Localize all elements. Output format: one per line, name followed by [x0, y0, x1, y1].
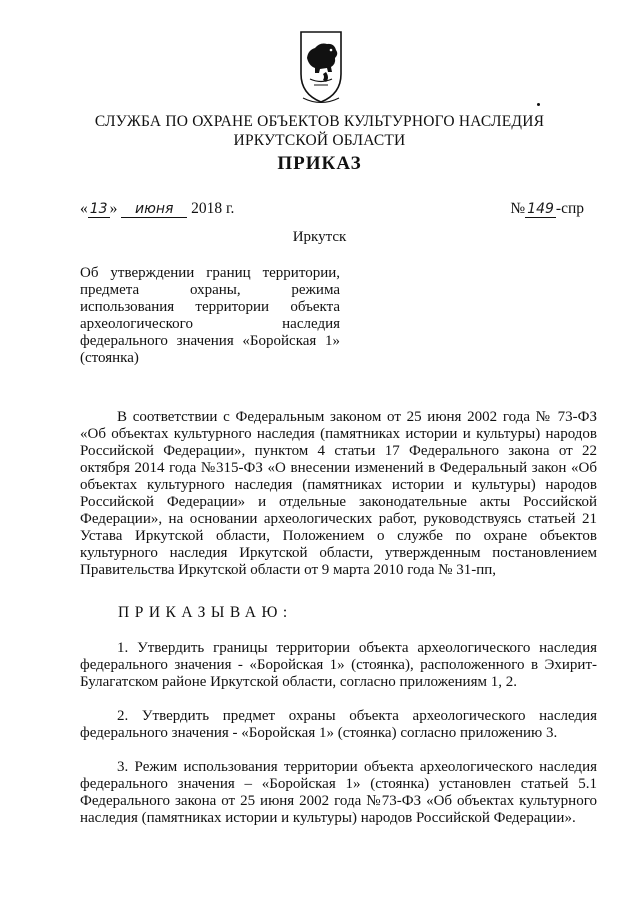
preamble-line: Федерации», на основании археологических работ, руководствуясь статьей 21 — [80, 511, 597, 527]
item-line: Федерального закона от 25 июня 2002 года №73-ФЗ «Об объектах культурного — [80, 793, 597, 809]
preamble-line: «Об объектах культурного наследия (памятниках истории и культуры) народов — [80, 426, 597, 442]
item-line: 1. Утвердить границы территории объекта археологического наследия — [117, 640, 597, 656]
item-line: федерального значения – «Боройская 1» (стоянка) установлен статьей 5.1 — [80, 776, 597, 792]
preamble-line: культурного наследия Иркутской области, утвержденным постановлением — [80, 545, 597, 561]
subject-line: использования территории объекта — [80, 299, 340, 315]
date-month: июня — [121, 202, 187, 218]
item-3 — [80, 759, 597, 827]
preamble-line: объектах культурного наследия (памятниках истории и культуры) народов — [80, 477, 597, 493]
number-prefix: № — [510, 200, 526, 217]
item-1 — [80, 640, 597, 691]
agency-name-line-1: СЛУЖБА ПО ОХРАНЕ ОБЪЕКТОВ КУЛЬТУРНОГО НАСЛЕДИЯ — [94, 113, 545, 130]
preamble-line: Российской Федерации» и отдельные законодательные акты Российской — [80, 494, 597, 510]
preamble-line: октября 2014 года №315-ФЗ «О внесении изменений в Федеральный закон «Об — [80, 460, 597, 476]
preamble-line: В соответствии с Федеральным законом от 25 июня 2002 года № 73-ФЗ — [117, 409, 597, 425]
order-subject — [80, 265, 340, 367]
preamble-paragraph — [80, 409, 597, 579]
date-number-row — [80, 200, 584, 220]
subject-line: федерального значения «Боройская 1» — [80, 333, 340, 349]
subject-line: археологического наследия — [80, 316, 340, 332]
order-date — [80, 200, 234, 218]
decorative-dot — [537, 103, 540, 106]
item-line: Булагатском районе Иркутской области, согласно приложениям 1, 2. — [80, 674, 517, 690]
subject-line: (стоянка) — [80, 350, 139, 366]
item-2 — [80, 708, 597, 742]
coat-of-arms-emblem — [296, 28, 346, 106]
order-number — [510, 200, 584, 218]
preamble-line: Устава Иркутской области, Положением о службе по охране объектов — [80, 528, 597, 544]
document-title: ПРИКАЗ — [277, 153, 362, 174]
item-line: 3. Режим использования территории объекта археологического наследия — [117, 759, 597, 775]
date-day: 13 — [89, 201, 108, 217]
preamble-line: Правительства Иркутской области от 9 марта 2010 года № 31-пп, — [80, 562, 496, 578]
item-line: 2. Утвердить предмет охраны объекта археологического наследия — [117, 708, 597, 724]
subject-line: Об утверждении границ территории, — [80, 265, 340, 281]
order-directive-word: ПРИКАЗЫВАЮ: — [118, 604, 293, 621]
preamble-line: Российской Федерации», пунктом 4 статьи 17 Федерального закона от 22 — [80, 443, 597, 459]
city: Иркутск — [292, 229, 347, 245]
subject-line: предмета охраны, режима — [80, 282, 340, 298]
date-close-quote: » — [109, 200, 118, 217]
item-line: федерального значения - «Боройская 1» (стоянка), расположенного в Эхирит- — [80, 657, 597, 673]
item-line: наследия (памятниках истории и культуры) народов Российской Федерации». — [80, 810, 576, 826]
date-open-quote: « — [80, 200, 88, 217]
number-suffix: -спр — [555, 200, 584, 217]
agency-name — [60, 112, 579, 150]
number-value: 149 — [527, 201, 554, 217]
item-line: федерального значения - «Боройская 1» (стоянка) согласно приложению 3. — [80, 725, 558, 741]
agency-name-line-2: ИРКУТСКОЙ ОБЛАСТИ — [233, 132, 406, 149]
date-year: 2018 г. — [191, 200, 235, 217]
